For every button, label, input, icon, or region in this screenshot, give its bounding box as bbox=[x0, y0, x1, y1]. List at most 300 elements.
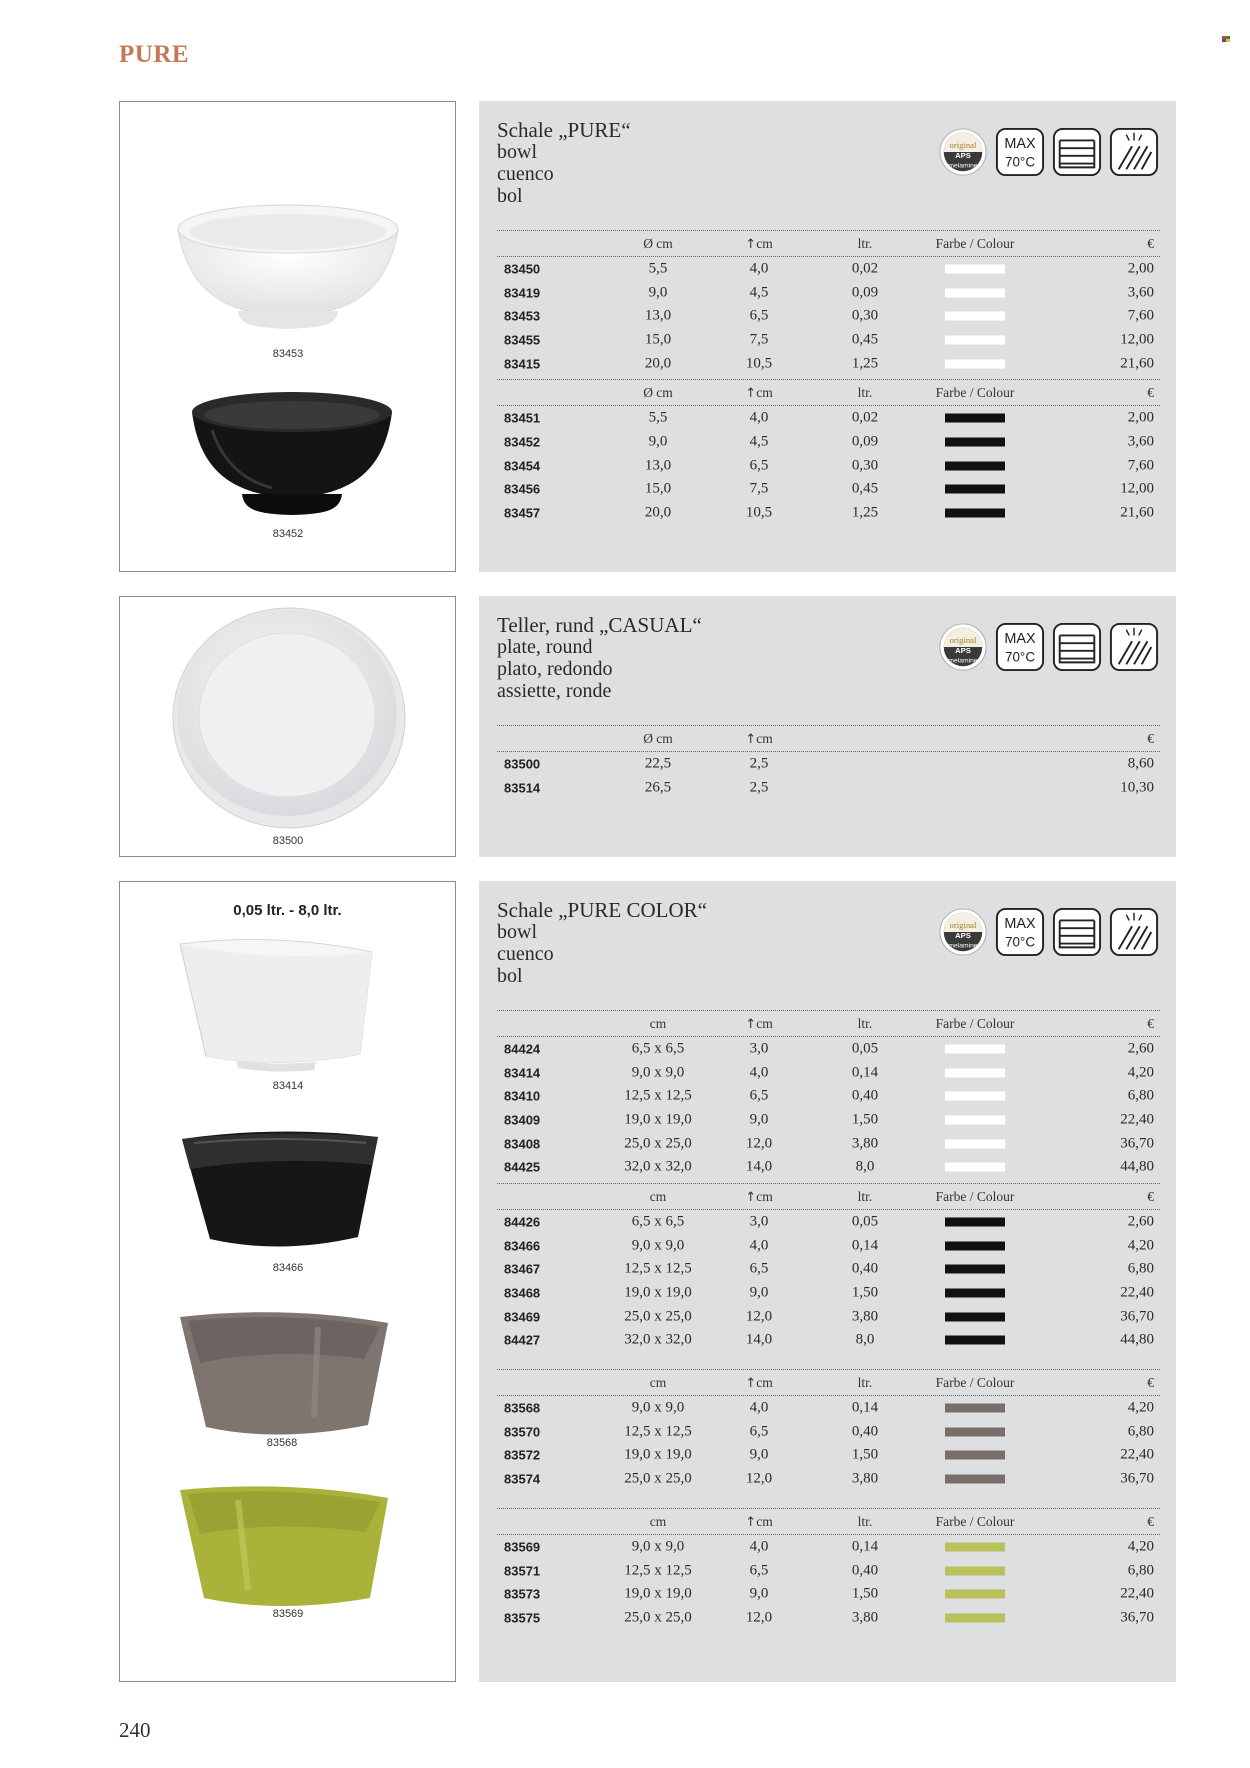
dimension-value: 20,0 bbox=[644, 355, 672, 372]
volume-value: 0,09 bbox=[851, 284, 879, 301]
table-row bbox=[497, 1559, 1160, 1583]
height-value: 7,5 bbox=[749, 480, 769, 497]
header-dimension: cm bbox=[649, 1513, 667, 1529]
height-value: 4,0 bbox=[749, 1399, 769, 1416]
header-height bbox=[709, 731, 809, 747]
article-number: 83450 bbox=[504, 261, 541, 277]
table-row bbox=[497, 1606, 1160, 1630]
price-value: 6,80 bbox=[1127, 1423, 1154, 1440]
dimension-value: 9,0 bbox=[648, 284, 668, 301]
dimension-value: 32,0 x 32,0 bbox=[624, 1331, 692, 1348]
price-value: 21,60 bbox=[1120, 504, 1154, 521]
header-height bbox=[709, 385, 809, 401]
header-colour: Farbe / Colour bbox=[935, 384, 1015, 400]
height-value: 3,0 bbox=[749, 1213, 769, 1230]
table-row bbox=[497, 257, 1160, 281]
header-height-label: cm bbox=[756, 235, 773, 251]
price-value: 7,60 bbox=[1127, 307, 1154, 324]
table-row bbox=[497, 1396, 1160, 1420]
header-height bbox=[709, 1016, 809, 1032]
table-row bbox=[497, 501, 1160, 525]
black-square-bowl-image bbox=[180, 1125, 390, 1275]
product-table-pure bbox=[497, 230, 1160, 525]
volume-value: 1,50 bbox=[851, 1585, 879, 1602]
height-value: 6,5 bbox=[749, 457, 769, 474]
table-row bbox=[497, 1420, 1160, 1444]
dimension-value: 22,5 bbox=[644, 755, 672, 772]
volume-value: 0,30 bbox=[851, 457, 879, 474]
article-number: 83453 bbox=[504, 308, 541, 324]
table-row bbox=[497, 304, 1160, 328]
dimension-value: 19,0 x 19,0 bbox=[624, 1585, 692, 1602]
height-value: 2,5 bbox=[749, 755, 769, 772]
max-text: MAX bbox=[1004, 136, 1036, 153]
colour-swatch bbox=[945, 1404, 1005, 1413]
height-value: 3,0 bbox=[749, 1040, 769, 1057]
product-table-pure-color bbox=[497, 1010, 1160, 1630]
price-value: 44,80 bbox=[1120, 1158, 1154, 1175]
height-arrow-icon: ↑ bbox=[745, 385, 757, 401]
title-fr: assiette, ronde bbox=[497, 680, 612, 702]
article-number: 83456 bbox=[504, 481, 541, 497]
height-value: 4,0 bbox=[749, 1064, 769, 1081]
dimension-value: 6,5 x 6,5 bbox=[631, 1213, 685, 1230]
price-value: 12,00 bbox=[1120, 480, 1154, 497]
height-value: 10,5 bbox=[745, 355, 773, 372]
product-titles bbox=[497, 614, 702, 702]
height-arrow-icon: ↑ bbox=[745, 1514, 757, 1530]
dimension-value: 5,5 bbox=[648, 260, 668, 277]
title-en: bowl bbox=[497, 921, 537, 943]
header-dimension: Ø cm bbox=[643, 730, 673, 746]
dishwasher-icon bbox=[1108, 622, 1160, 672]
header-volume: ltr. bbox=[857, 1188, 873, 1204]
article-number: 83454 bbox=[504, 458, 541, 474]
article-number: 83410 bbox=[504, 1088, 541, 1104]
colour-swatch bbox=[945, 1044, 1005, 1053]
product-panel-casual bbox=[479, 596, 1176, 857]
colour-swatch bbox=[945, 1427, 1005, 1436]
height-value: 4,0 bbox=[749, 260, 769, 277]
max-text: MAX bbox=[1004, 916, 1036, 933]
height-value: 9,0 bbox=[749, 1284, 769, 1301]
price-value: 4,20 bbox=[1127, 1399, 1154, 1416]
price-value: 7,60 bbox=[1127, 457, 1154, 474]
colour-swatch bbox=[945, 1336, 1005, 1345]
aps-original-melamine-icon bbox=[937, 127, 989, 177]
table-row bbox=[497, 1155, 1160, 1179]
volume-value: 1,25 bbox=[851, 504, 879, 521]
header-height-label: cm bbox=[756, 1513, 773, 1529]
header-height-label: cm bbox=[756, 384, 773, 400]
title-de: Schale „PURE COLOR“ bbox=[497, 898, 707, 922]
colour-swatch bbox=[945, 1475, 1005, 1484]
aps-bottom-text: melamine bbox=[948, 162, 978, 170]
price-value: 6,80 bbox=[1127, 1260, 1154, 1277]
price-value: 4,20 bbox=[1127, 1064, 1154, 1081]
header-colour: Farbe / Colour bbox=[935, 1015, 1015, 1031]
header-colour: Farbe / Colour bbox=[935, 1374, 1015, 1390]
article-number: 83409 bbox=[504, 1112, 541, 1128]
table-header bbox=[497, 379, 1160, 406]
product-panel-pure bbox=[479, 101, 1176, 572]
dimension-value: 25,0 x 25,0 bbox=[624, 1308, 692, 1325]
price-value: 4,20 bbox=[1127, 1538, 1154, 1555]
dishwasher-icon bbox=[1108, 127, 1160, 177]
dimension-value: 19,0 x 19,0 bbox=[624, 1446, 692, 1463]
colour-swatch bbox=[945, 1566, 1005, 1575]
volume-value: 0,05 bbox=[851, 1213, 879, 1230]
aps-top-text: original bbox=[949, 920, 977, 931]
colour-swatch bbox=[945, 1217, 1005, 1226]
article-number: 83572 bbox=[504, 1447, 541, 1463]
article-number: 83455 bbox=[504, 332, 541, 348]
table-header bbox=[497, 1183, 1160, 1210]
dimension-value: 20,0 bbox=[644, 504, 672, 521]
dimension-value: 6,5 x 6,5 bbox=[631, 1040, 685, 1057]
height-value: 12,0 bbox=[745, 1470, 773, 1487]
max-70c-icon bbox=[994, 622, 1046, 672]
title-en: plate, round bbox=[497, 636, 593, 658]
header-price: € bbox=[1147, 384, 1154, 400]
dimension-value: 19,0 x 19,0 bbox=[624, 1284, 692, 1301]
colour-swatch bbox=[945, 437, 1005, 446]
height-value: 14,0 bbox=[745, 1331, 773, 1348]
header-volume: ltr. bbox=[857, 1513, 873, 1529]
product-titles bbox=[497, 119, 631, 207]
article-number: 83500 bbox=[504, 756, 541, 772]
aps-top-text: original bbox=[949, 140, 977, 151]
volume-value: 0,40 bbox=[851, 1260, 879, 1277]
table-row bbox=[497, 1535, 1160, 1559]
dimension-value: 12,5 x 12,5 bbox=[624, 1260, 692, 1277]
header-height-label: cm bbox=[756, 730, 773, 746]
article-number: 83573 bbox=[504, 1586, 541, 1602]
max-text: MAX bbox=[1004, 631, 1036, 648]
volume-value: 1,50 bbox=[851, 1284, 879, 1301]
height-value: 4,0 bbox=[749, 1237, 769, 1254]
price-value: 2,60 bbox=[1127, 1040, 1154, 1057]
title-fr: bol bbox=[497, 185, 523, 207]
volume-range-note: 0,05 ltr. - 8,0 ltr. bbox=[233, 902, 342, 919]
price-value: 12,00 bbox=[1120, 331, 1154, 348]
article-number: 83451 bbox=[504, 410, 541, 426]
header-price: € bbox=[1147, 1188, 1154, 1204]
table-header bbox=[497, 230, 1160, 257]
article-number: 83415 bbox=[504, 356, 541, 372]
colour-swatch bbox=[945, 1092, 1005, 1101]
stackable-icon bbox=[1051, 127, 1103, 177]
dimension-value: 25,0 x 25,0 bbox=[624, 1609, 692, 1626]
price-value: 3,60 bbox=[1127, 284, 1154, 301]
table-header bbox=[497, 725, 1160, 752]
table-row bbox=[497, 752, 1160, 776]
aps-bottom-text: melamine bbox=[948, 942, 978, 950]
title-de: Schale „PURE“ bbox=[497, 118, 631, 142]
height-value: 6,5 bbox=[749, 1423, 769, 1440]
header-colour: Farbe / Colour bbox=[935, 1188, 1015, 1204]
header-height bbox=[709, 1375, 809, 1391]
header-price: € bbox=[1147, 730, 1154, 746]
image-caption: 83453 bbox=[272, 348, 304, 360]
height-value: 6,5 bbox=[749, 1562, 769, 1579]
colour-swatch bbox=[945, 312, 1005, 321]
table-row bbox=[497, 1467, 1160, 1491]
price-value: 10,30 bbox=[1120, 779, 1154, 796]
product-image-box-pure-color bbox=[119, 881, 456, 1682]
article-number: 83571 bbox=[504, 1563, 541, 1579]
color-mark-icon bbox=[1222, 36, 1231, 43]
price-value: 3,60 bbox=[1127, 433, 1154, 450]
aps-mid-text: APS bbox=[955, 645, 971, 655]
header-height bbox=[709, 1189, 809, 1205]
price-value: 2,00 bbox=[1127, 260, 1154, 277]
table-header bbox=[497, 1010, 1160, 1037]
stackable-icon bbox=[1051, 907, 1103, 957]
header-dimension: Ø cm bbox=[643, 235, 673, 251]
volume-value: 1,50 bbox=[851, 1446, 879, 1463]
volume-value: 1,25 bbox=[851, 355, 879, 372]
table-row bbox=[497, 281, 1160, 305]
white-square-bowl-image bbox=[176, 934, 376, 1074]
colour-swatch bbox=[945, 1068, 1005, 1077]
height-value: 12,0 bbox=[745, 1609, 773, 1626]
black-round-bowl-image bbox=[182, 390, 402, 530]
image-caption: 83569 bbox=[272, 1608, 304, 1620]
colour-swatch bbox=[945, 1241, 1005, 1250]
title-en: bowl bbox=[497, 141, 537, 163]
volume-value: 0,02 bbox=[851, 409, 879, 426]
volume-value: 8,0 bbox=[855, 1331, 875, 1348]
price-value: 36,70 bbox=[1120, 1308, 1154, 1325]
header-height-label: cm bbox=[756, 1015, 773, 1031]
article-number: 83466 bbox=[504, 1238, 541, 1254]
table-row bbox=[497, 1234, 1160, 1258]
colour-swatch bbox=[945, 335, 1005, 344]
price-value: 22,40 bbox=[1120, 1585, 1154, 1602]
volume-value: 0,14 bbox=[851, 1237, 879, 1254]
table-header bbox=[497, 1369, 1160, 1396]
dimension-value: 5,5 bbox=[648, 409, 668, 426]
header-volume: ltr. bbox=[857, 1374, 873, 1390]
table-row bbox=[497, 1582, 1160, 1606]
header-height bbox=[709, 236, 809, 252]
article-number: 83568 bbox=[504, 1400, 541, 1416]
product-image-box-casual bbox=[119, 596, 456, 857]
price-value: 6,80 bbox=[1127, 1562, 1154, 1579]
article-number: 83468 bbox=[504, 1285, 541, 1301]
colour-swatch bbox=[945, 1265, 1005, 1274]
white-round-plate-image bbox=[169, 603, 409, 833]
dimension-value: 9,0 x 9,0 bbox=[631, 1399, 685, 1416]
volume-value: 0,30 bbox=[851, 307, 879, 324]
colour-swatch bbox=[945, 485, 1005, 494]
article-number: 84427 bbox=[504, 1332, 541, 1348]
height-arrow-icon: ↑ bbox=[745, 1375, 757, 1391]
height-value: 9,0 bbox=[749, 1585, 769, 1602]
volume-value: 1,50 bbox=[851, 1111, 879, 1128]
volume-value: 0,40 bbox=[851, 1423, 879, 1440]
colour-swatch bbox=[945, 414, 1005, 423]
price-value: 2,00 bbox=[1127, 409, 1154, 426]
colour-swatch bbox=[945, 1312, 1005, 1321]
volume-value: 0,45 bbox=[851, 480, 879, 497]
price-value: 44,80 bbox=[1120, 1331, 1154, 1348]
table-row bbox=[497, 328, 1160, 352]
price-value: 22,40 bbox=[1120, 1284, 1154, 1301]
title-es: plato, redondo bbox=[497, 658, 613, 680]
volume-value: 3,80 bbox=[851, 1308, 879, 1325]
table-row bbox=[497, 1258, 1160, 1282]
image-caption: 83452 bbox=[272, 528, 304, 540]
price-value: 36,70 bbox=[1120, 1135, 1154, 1152]
colour-swatch bbox=[945, 509, 1005, 518]
article-number: 84424 bbox=[504, 1041, 541, 1057]
header-dimension: cm bbox=[649, 1188, 667, 1204]
temp-text: 70°C bbox=[1004, 649, 1036, 665]
price-value: 2,60 bbox=[1127, 1213, 1154, 1230]
height-arrow-icon: ↑ bbox=[745, 1016, 757, 1032]
colour-swatch bbox=[945, 1542, 1005, 1551]
table-row bbox=[497, 1281, 1160, 1305]
article-number: 83457 bbox=[504, 505, 541, 521]
height-value: 9,0 bbox=[749, 1111, 769, 1128]
article-number: 83408 bbox=[504, 1136, 541, 1152]
article-number: 83575 bbox=[504, 1610, 541, 1626]
product-image-box-pure bbox=[119, 101, 456, 572]
feature-icons bbox=[937, 621, 1160, 673]
dimension-value: 9,0 bbox=[648, 433, 668, 450]
height-value: 4,5 bbox=[749, 433, 769, 450]
volume-value: 8,0 bbox=[855, 1158, 875, 1175]
height-value: 12,0 bbox=[745, 1135, 773, 1152]
dimension-value: 32,0 x 32,0 bbox=[624, 1158, 692, 1175]
table-row bbox=[497, 352, 1160, 376]
header-height bbox=[709, 1514, 809, 1530]
colour-swatch bbox=[945, 359, 1005, 368]
table-row bbox=[497, 406, 1160, 430]
table-row bbox=[497, 1305, 1160, 1329]
price-value: 21,60 bbox=[1120, 355, 1154, 372]
header-price: € bbox=[1147, 1015, 1154, 1031]
dimension-value: 12,5 x 12,5 bbox=[624, 1087, 692, 1104]
dimension-value: 25,0 x 25,0 bbox=[624, 1135, 692, 1152]
article-number: 83469 bbox=[504, 1309, 541, 1325]
table-row bbox=[497, 478, 1160, 502]
volume-value: 0,45 bbox=[851, 331, 879, 348]
colour-swatch bbox=[945, 461, 1005, 470]
article-number: 84425 bbox=[504, 1159, 541, 1175]
price-value: 22,40 bbox=[1120, 1446, 1154, 1463]
header-colour: Farbe / Colour bbox=[935, 1513, 1015, 1529]
article-number: 84426 bbox=[504, 1214, 541, 1230]
image-caption: 83500 bbox=[272, 835, 304, 847]
header-dimension: cm bbox=[649, 1374, 667, 1390]
product-titles bbox=[497, 899, 707, 987]
height-value: 4,5 bbox=[749, 284, 769, 301]
dimension-value: 9,0 x 9,0 bbox=[631, 1064, 685, 1081]
header-volume: ltr. bbox=[857, 235, 873, 251]
height-value: 4,0 bbox=[749, 409, 769, 426]
volume-value: 0,40 bbox=[851, 1562, 879, 1579]
article-number: 83514 bbox=[504, 780, 541, 796]
dimension-value: 9,0 x 9,0 bbox=[631, 1538, 685, 1555]
volume-value: 0,02 bbox=[851, 260, 879, 277]
volume-value: 0,14 bbox=[851, 1064, 879, 1081]
header-dimension: cm bbox=[649, 1015, 667, 1031]
table-row bbox=[497, 776, 1160, 800]
height-value: 9,0 bbox=[749, 1446, 769, 1463]
volume-value: 0,14 bbox=[851, 1538, 879, 1555]
dimension-value: 13,0 bbox=[644, 307, 672, 324]
colour-swatch bbox=[945, 1163, 1005, 1172]
height-value: 6,5 bbox=[749, 307, 769, 324]
price-value: 6,80 bbox=[1127, 1087, 1154, 1104]
volume-value: 0,14 bbox=[851, 1399, 879, 1416]
height-value: 6,5 bbox=[749, 1260, 769, 1277]
image-caption: 83466 bbox=[272, 1262, 304, 1274]
aps-original-melamine-icon bbox=[937, 907, 989, 957]
volume-value: 3,80 bbox=[851, 1609, 879, 1626]
price-value: 22,40 bbox=[1120, 1111, 1154, 1128]
dimension-value: 9,0 x 9,0 bbox=[631, 1237, 685, 1254]
title-de: Teller, rund „CASUAL“ bbox=[497, 613, 702, 637]
colour-swatch bbox=[945, 1590, 1005, 1599]
header-dimension: Ø cm bbox=[643, 384, 673, 400]
aps-bottom-text: melamine bbox=[948, 657, 978, 665]
header-height-label: cm bbox=[756, 1374, 773, 1390]
height-arrow-icon: ↑ bbox=[745, 731, 757, 747]
height-value: 10,5 bbox=[745, 504, 773, 521]
aps-mid-text: APS bbox=[955, 930, 971, 940]
height-arrow-icon: ↑ bbox=[745, 1189, 757, 1205]
article-number: 83414 bbox=[504, 1065, 541, 1081]
product-table-casual bbox=[497, 725, 1160, 799]
dimension-value: 19,0 x 19,0 bbox=[624, 1111, 692, 1128]
article-number: 83467 bbox=[504, 1261, 541, 1277]
height-arrow-icon: ↑ bbox=[745, 236, 757, 252]
article-number: 83452 bbox=[504, 434, 541, 450]
dimension-value: 25,0 x 25,0 bbox=[624, 1470, 692, 1487]
header-price: € bbox=[1147, 1374, 1154, 1390]
header-colour: Farbe / Colour bbox=[935, 235, 1015, 251]
table-row bbox=[497, 1037, 1160, 1061]
feature-icons bbox=[937, 126, 1160, 178]
table-row bbox=[497, 1329, 1160, 1353]
table-row bbox=[497, 1444, 1160, 1468]
dimension-value: 13,0 bbox=[644, 457, 672, 474]
colour-swatch bbox=[945, 264, 1005, 273]
max-70c-icon bbox=[994, 127, 1046, 177]
table-row bbox=[497, 1210, 1160, 1234]
taupe-square-bowl-image bbox=[178, 1307, 398, 1457]
height-value: 6,5 bbox=[749, 1087, 769, 1104]
volume-value: 3,80 bbox=[851, 1470, 879, 1487]
dimension-value: 12,5 x 12,5 bbox=[624, 1423, 692, 1440]
aps-top-text: original bbox=[949, 635, 977, 646]
aps-mid-text: APS bbox=[955, 150, 971, 160]
stackable-icon bbox=[1051, 622, 1103, 672]
header-volume: ltr. bbox=[857, 384, 873, 400]
dimension-value: 15,0 bbox=[644, 331, 672, 348]
colour-swatch bbox=[945, 1613, 1005, 1622]
page-number: 240 bbox=[119, 1718, 151, 1742]
dimension-value: 26,5 bbox=[644, 779, 672, 796]
height-value: 2,5 bbox=[749, 779, 769, 796]
height-value: 14,0 bbox=[745, 1158, 773, 1175]
price-value: 36,70 bbox=[1120, 1470, 1154, 1487]
colour-swatch bbox=[945, 1139, 1005, 1148]
